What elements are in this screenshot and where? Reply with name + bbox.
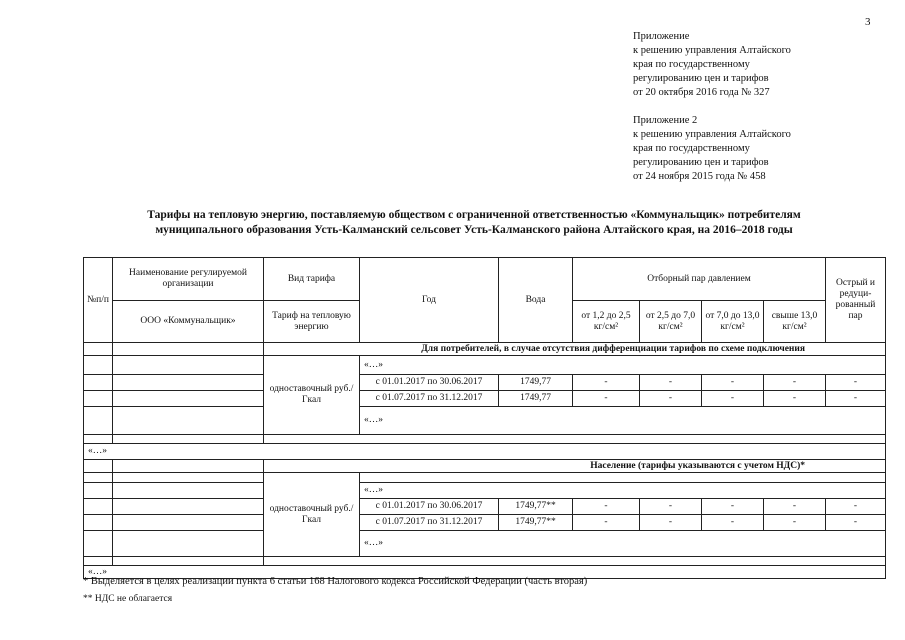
ellipsis-cell: «…»: [360, 483, 886, 499]
period-cell: с 01.07.2017 по 31.12.2017: [360, 515, 499, 531]
steam-value: -: [826, 375, 886, 391]
appendix-line: регулированию цен и тарифов: [633, 157, 769, 168]
header-sharp-steam: Острый и редуци-рованный пар: [826, 258, 886, 343]
empty-cell: [113, 515, 264, 531]
steam-value: -: [640, 375, 702, 391]
header-year: Год: [360, 258, 499, 343]
page-number: 3: [865, 16, 871, 28]
period-cell: с 01.01.2017 по 30.06.2017: [360, 499, 499, 515]
empty-cell: [84, 515, 113, 531]
empty-cell: [113, 473, 264, 483]
tariff-label-2: одноставочный руб./Гкал: [264, 473, 360, 557]
empty-cell: [84, 407, 113, 435]
document-title: [60, 208, 888, 238]
empty-cell: [113, 483, 264, 499]
ellipsis-row: «…»: [84, 566, 886, 579]
footnote-no-vat: ** НДС не облагается: [83, 594, 173, 604]
steam-value: -: [764, 499, 826, 515]
header-org: Наименование регулируемой организации: [113, 258, 264, 301]
steam-value: -: [702, 391, 764, 407]
ellipsis-cell: «…»: [360, 531, 886, 557]
section-1-heading: Для потребителей, в случае отсутствия дифференциации тарифов по схеме подключения: [264, 343, 886, 356]
period-cell: с 01.01.2017 по 30.06.2017: [360, 375, 499, 391]
empty-cell: [264, 435, 886, 444]
water-value: 1749,77: [499, 391, 573, 407]
empty-cell: [360, 473, 886, 483]
steam-value: -: [702, 375, 764, 391]
ellipsis-cell: «…»: [360, 407, 886, 435]
empty-cell: [113, 375, 264, 391]
ellipsis-row: «…»: [84, 444, 886, 460]
tariff-table: [83, 257, 886, 579]
steam-value: -: [764, 391, 826, 407]
empty-cell: [84, 343, 113, 356]
appendix-note-2: [633, 114, 791, 184]
header-steam-4: свыше 13,0 кг/см²: [764, 301, 826, 343]
water-value: 1749,77**: [499, 499, 573, 515]
empty-cell: [84, 483, 113, 499]
appendix-line: регулированию цен и тарифов: [633, 73, 769, 84]
header-tariff-type: Вид тарифа: [264, 258, 360, 301]
water-value: 1749,77**: [499, 515, 573, 531]
title-line-1: Тарифы на тепловую энергию, поставляемую обществом с ограниченной ответственностью «Коммунальщик» потребителям: [147, 209, 801, 221]
empty-cell: [84, 473, 113, 483]
header-steam-2: от 2,5 до 7,0 кг/см²: [640, 301, 702, 343]
water-value: 1749,77: [499, 375, 573, 391]
appendix-line: Приложение 2: [633, 115, 698, 126]
empty-cell: [113, 499, 264, 515]
empty-cell: [84, 375, 113, 391]
empty-cell: [84, 356, 113, 375]
empty-cell: [84, 435, 113, 444]
steam-value: -: [640, 515, 702, 531]
appendix-line: к решению управления Алтайского: [633, 129, 791, 140]
empty-cell: [84, 391, 113, 407]
steam-value: -: [640, 391, 702, 407]
appendix-line: к решению управления Алтайского: [633, 45, 791, 56]
steam-value: -: [573, 499, 640, 515]
header-steam-group: Отборный пар давлением: [573, 258, 826, 301]
empty-cell: [264, 557, 886, 566]
header-steam-3: от 7,0 до 13,0 кг/см²: [702, 301, 764, 343]
footnote-vat: * Выделяется в целях реализации пункта 6 статьи 168 Налогового кодекса Российской Федерации (часть вторая): [83, 576, 588, 587]
steam-value: -: [573, 375, 640, 391]
steam-value: -: [764, 375, 826, 391]
empty-cell: [113, 531, 264, 557]
steam-value: -: [702, 499, 764, 515]
appendix-line: края по государственному: [633, 143, 750, 154]
header-steam-1: от 1,2 до 2,5 кг/см²: [573, 301, 640, 343]
empty-cell: [113, 460, 264, 473]
ellipsis-cell: «…»: [360, 356, 886, 375]
appendix-note-1: [633, 30, 791, 100]
empty-cell: [113, 356, 264, 375]
empty-cell: [84, 531, 113, 557]
header-num: №п/п: [84, 258, 113, 343]
steam-value: -: [826, 499, 886, 515]
header-water: Вода: [499, 258, 573, 343]
empty-cell: [113, 407, 264, 435]
empty-cell: [113, 343, 264, 356]
appendix-line: от 24 ноября 2015 года № 458: [633, 171, 766, 182]
appendix-line: Приложение: [633, 31, 690, 42]
appendix-line: от 20 октября 2016 года № 327: [633, 87, 770, 98]
tariff-label-1: одноставочный руб./Гкал: [264, 356, 360, 435]
empty-cell: [84, 460, 113, 473]
title-line-2: муниципального образования Усть-Калманский сельсовет Усть-Калманского района Алтайского края, на 2016–2018 годы: [155, 224, 793, 236]
appendix-line: края по государственному: [633, 59, 750, 70]
empty-cell: [113, 557, 264, 566]
steam-value: -: [702, 515, 764, 531]
steam-value: -: [826, 391, 886, 407]
steam-value: -: [573, 515, 640, 531]
steam-value: -: [573, 391, 640, 407]
steam-value: -: [764, 515, 826, 531]
steam-value: -: [826, 515, 886, 531]
empty-cell: [84, 557, 113, 566]
period-cell: с 01.07.2017 по 31.12.2017: [360, 391, 499, 407]
org-name: ООО «Коммунальщик»: [113, 301, 264, 343]
empty-cell: [84, 499, 113, 515]
steam-value: -: [640, 499, 702, 515]
empty-cell: [113, 435, 264, 444]
org-tariff: Тариф на тепловую энергию: [264, 301, 360, 343]
empty-cell: [113, 391, 264, 407]
section-2-heading: Население (тарифы указываются с учетом НДС)*: [264, 460, 886, 473]
